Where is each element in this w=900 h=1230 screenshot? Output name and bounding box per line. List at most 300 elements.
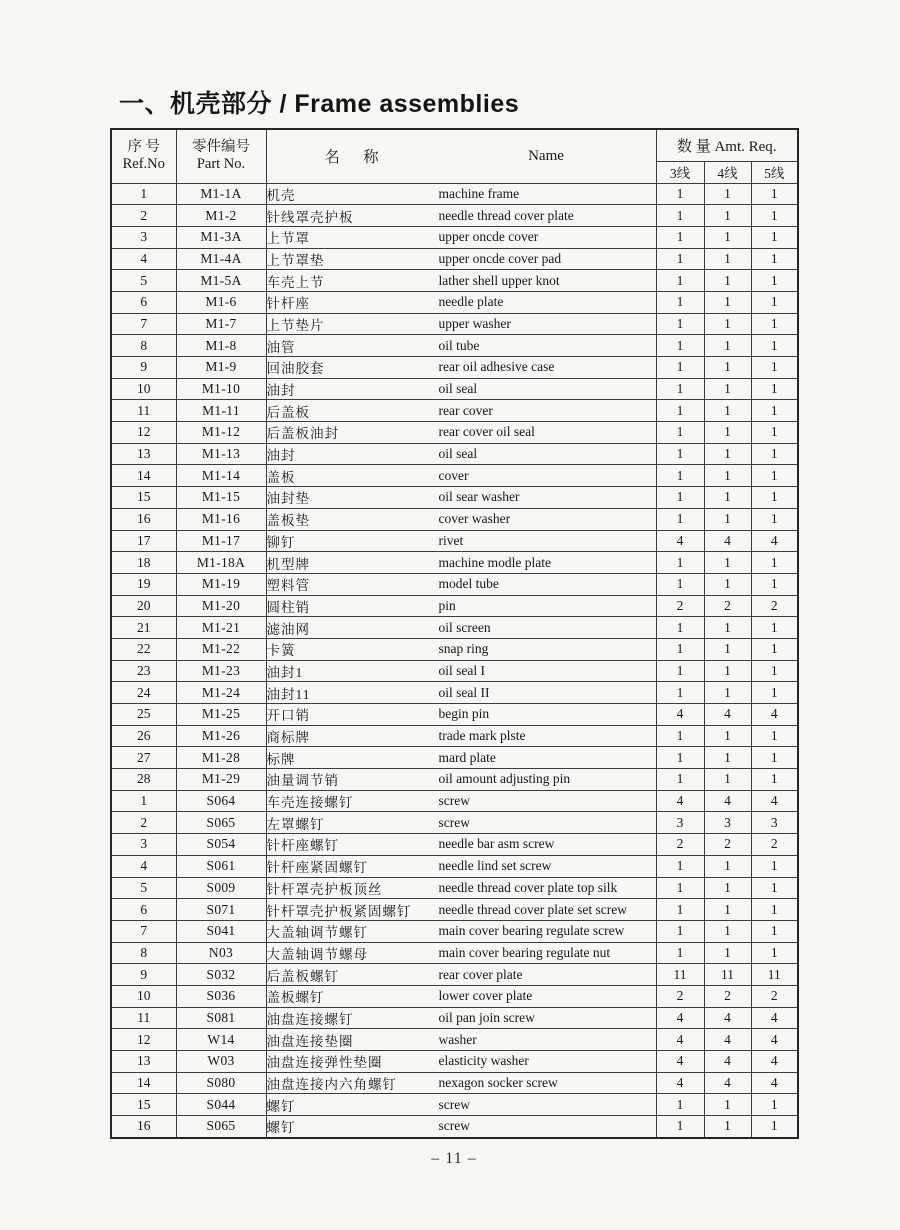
name-cell [266,508,656,530]
part-name-zh: 针杆座 [266,296,310,312]
qty-3line-cell: 1 [656,248,704,270]
table-row [111,530,798,552]
qty-3line-cell: 1 [656,660,704,682]
part-name-en: machine frame [438,185,520,201]
table-row [111,400,798,422]
qty-4line-cell: 2 [704,834,751,856]
part-name-zh: 车壳连接螺钉 [266,795,354,811]
part-no-cell: S044 [176,1094,266,1116]
qty-3line-cell: 1 [656,357,704,379]
qty-3line-cell: 4 [656,530,704,552]
qty-4line-cell: 4 [704,530,751,552]
ref-no-cell: 14 [111,465,176,487]
part-name-zh: 上节罩 [266,231,310,247]
part-name-en: main cover bearing regulate screw [438,923,625,939]
header-part-no-en: Part No. [196,156,246,173]
qty-3line-cell: 1 [656,920,704,942]
part-no-cell: W14 [176,1029,266,1051]
table-row [111,725,798,747]
qty-4line-cell: 2 [704,985,751,1007]
part-name-zh: 油盘连接内六角螺钉 [266,1077,397,1093]
part-name-en: oil seal [438,446,478,462]
ref-no-cell: 8 [111,942,176,964]
name-cell [266,226,656,248]
qty-4line-cell: 1 [704,573,751,595]
name-cell [266,812,656,834]
name-cell [266,1116,656,1138]
part-no-cell: S071 [176,899,266,921]
part-no-cell: S009 [176,877,266,899]
qty-5line-cell: 11 [751,964,798,986]
header-ref-no-en: Ref.No [122,156,165,173]
part-name-en: oil amount adjusting pin [438,771,571,787]
name-cell [266,1072,656,1094]
qty-3line-cell: 1 [656,638,704,660]
part-name-zh: 油封11 [266,686,311,702]
name-cell [266,834,656,856]
table-row [111,443,798,465]
table-row [111,335,798,357]
name-cell [266,205,656,227]
ref-no-cell: 17 [111,530,176,552]
qty-4line-cell: 1 [704,1116,751,1138]
part-name-zh: 左罩螺钉 [266,816,325,832]
qty-5line-cell: 4 [751,704,798,726]
table-row [111,1007,798,1029]
qty-4line-cell: 1 [704,205,751,227]
qty-4line-cell: 1 [704,357,751,379]
name-cell [266,1029,656,1051]
part-name-zh: 上节罩垫 [266,252,325,268]
part-name-zh: 针杆座紧固螺钉 [266,860,368,876]
header-5-thread: 5线 [751,161,798,183]
name-cell [266,617,656,639]
part-name-zh: 针杆罩壳护板紧固螺钉 [266,903,412,919]
ref-no-cell: 10 [111,985,176,1007]
part-name-zh: 油封 [266,383,296,399]
table-row [111,942,798,964]
name-cell [266,899,656,921]
ref-no-cell: 24 [111,682,176,704]
qty-3line-cell: 1 [656,205,704,227]
name-cell [266,1007,656,1029]
ref-no-cell: 4 [111,855,176,877]
part-name-en: snap ring [438,641,489,657]
part-name-en: needle lind set screw [438,858,552,874]
qty-3line-cell: 4 [656,1029,704,1051]
qty-4line-cell: 1 [704,855,751,877]
qty-4line-cell: 1 [704,769,751,791]
qty-3line-cell: 1 [656,443,704,465]
part-name-en: trade mark plste [438,728,526,744]
ref-no-cell: 6 [111,291,176,313]
qty-4line-cell: 1 [704,378,751,400]
qty-5line-cell: 1 [751,378,798,400]
qty-4line-cell: 1 [704,443,751,465]
qty-4line-cell: 4 [704,1029,751,1051]
name-cell [266,660,656,682]
qty-5line-cell: 1 [751,400,798,422]
name-cell [266,443,656,465]
part-name-en: oil sear washer [438,489,520,505]
name-cell [266,704,656,726]
qty-4line-cell: 1 [704,487,751,509]
part-name-en: needle thread cover plate set screw [438,901,628,917]
part-no-cell: M1-21 [176,617,266,639]
part-name-en: rear cover oil seal [438,424,535,440]
part-no-cell: M1-7 [176,313,266,335]
part-name-en: oil tube [438,337,480,353]
qty-5line-cell: 2 [751,985,798,1007]
part-name-zh: 盖板垫 [266,513,310,529]
part-name-zh: 圆柱销 [266,599,310,615]
part-name-en: washer [438,1031,477,1047]
part-name-en: machine modle plate [438,554,551,570]
ref-no-cell: 3 [111,834,176,856]
table-row [111,291,798,313]
name-cell [266,357,656,379]
qty-3line-cell: 1 [656,465,704,487]
name-cell [266,530,656,552]
qty-4line-cell: 4 [704,790,751,812]
part-no-cell: S054 [176,834,266,856]
part-name-zh: 塑料管 [266,578,310,594]
qty-5line-cell: 2 [751,595,798,617]
ref-no-cell: 9 [111,964,176,986]
page-number: – 11 – [431,1150,477,1167]
part-name-en: nexagon socker screw [438,1075,558,1091]
table-row [111,1051,798,1073]
ref-no-cell: 22 [111,638,176,660]
ref-no-cell: 10 [111,378,176,400]
name-cell [266,985,656,1007]
part-name-zh: 油盘连接弹性垫圈 [266,1055,383,1071]
ref-no-cell: 2 [111,205,176,227]
header-amount-required: 数 量 Amt. Req. [656,129,798,161]
qty-5line-cell: 1 [751,291,798,313]
part-no-cell: M1-2 [176,205,266,227]
qty-3line-cell: 1 [656,682,704,704]
part-name-en: screw [438,793,470,809]
part-no-cell: N03 [176,942,266,964]
ref-no-cell: 5 [111,270,176,292]
part-name-en: needle thread cover plate [438,207,574,223]
name-cell [266,1051,656,1073]
table-row [111,769,798,791]
part-name-en: cover [438,467,469,483]
qty-5line-cell: 1 [751,899,798,921]
ref-no-cell: 11 [111,1007,176,1029]
part-name-zh: 回油胶套 [266,361,325,377]
part-name-en: oil seal I [438,662,485,678]
qty-4line-cell: 1 [704,248,751,270]
page-title: 一、机壳部分 / Frame assemblies [119,90,520,118]
parts-table [110,128,799,1139]
qty-4line-cell: 1 [704,552,751,574]
ref-no-cell: 16 [111,508,176,530]
part-name-zh: 商标牌 [266,730,310,746]
part-no-cell: M1-22 [176,638,266,660]
part-name-zh: 针线罩壳护板 [266,209,354,225]
part-no-cell: M1-4A [176,248,266,270]
header-ref-no-zh: 序 号 [127,138,161,155]
table-row [111,834,798,856]
qty-4line-cell: 4 [704,1007,751,1029]
qty-5line-cell: 3 [751,812,798,834]
name-cell [266,769,656,791]
qty-4line-cell: 1 [704,1094,751,1116]
qty-3line-cell: 3 [656,812,704,834]
part-name-en: main cover bearing regulate nut [438,944,611,960]
qty-5line-cell: 1 [751,855,798,877]
part-no-cell: M1-14 [176,465,266,487]
part-name-zh: 卡簧 [266,643,296,659]
ref-no-cell: 9 [111,357,176,379]
part-name-en: lower cover plate [438,988,533,1004]
header-ref-no [111,129,176,183]
table-row [111,855,798,877]
qty-3line-cell: 1 [656,877,704,899]
ref-no-cell: 15 [111,1094,176,1116]
qty-5line-cell: 1 [751,205,798,227]
qty-3line-cell: 4 [656,1007,704,1029]
part-no-cell: M1-16 [176,508,266,530]
ref-no-cell: 20 [111,595,176,617]
part-no-cell: M1-3A [176,226,266,248]
qty-3line-cell: 1 [656,270,704,292]
qty-3line-cell: 1 [656,400,704,422]
qty-4line-cell: 1 [704,660,751,682]
part-name-zh: 铆钉 [266,534,296,550]
qty-3line-cell: 4 [656,1072,704,1094]
part-no-cell: M1-20 [176,595,266,617]
table-row [111,682,798,704]
qty-4line-cell: 1 [704,899,751,921]
name-cell [266,790,656,812]
part-name-zh: 油量调节销 [266,773,339,789]
qty-5line-cell: 1 [751,313,798,335]
qty-5line-cell: 4 [751,530,798,552]
table-row [111,465,798,487]
qty-5line-cell: 1 [751,465,798,487]
part-name-en: needle plate [438,294,504,310]
part-name-zh: 后盖板油封 [266,426,339,442]
qty-5line-cell: 4 [751,1072,798,1094]
qty-5line-cell: 1 [751,422,798,444]
ref-no-cell: 14 [111,1072,176,1094]
qty-3line-cell: 1 [656,769,704,791]
table-row [111,790,798,812]
ref-no-cell: 11 [111,400,176,422]
qty-3line-cell: 1 [656,1116,704,1138]
header-3-thread: 3线 [656,161,704,183]
part-name-zh: 开口销 [266,708,310,724]
qty-5line-cell: 1 [751,747,798,769]
ref-no-cell: 2 [111,812,176,834]
table-row [111,964,798,986]
table-row [111,660,798,682]
name-cell [266,335,656,357]
qty-5line-cell: 4 [751,1029,798,1051]
qty-5line-cell: 1 [751,487,798,509]
part-no-cell: M1-17 [176,530,266,552]
part-no-cell: M1-8 [176,335,266,357]
part-name-zh: 油盘连接螺钉 [266,1011,354,1027]
part-name-en: upper oncde cover pad [438,250,562,266]
qty-5line-cell: 1 [751,270,798,292]
qty-5line-cell: 1 [751,335,798,357]
ref-no-cell: 12 [111,422,176,444]
part-no-cell: M1-19 [176,573,266,595]
header-part-no-zh: 零件编号 [192,138,250,155]
table-row [111,552,798,574]
table-row [111,270,798,292]
table-row [111,899,798,921]
qty-5line-cell: 1 [751,357,798,379]
qty-3line-cell: 1 [656,183,704,205]
ref-no-cell: 13 [111,443,176,465]
ref-no-cell: 16 [111,1116,176,1138]
table-row [111,704,798,726]
qty-4line-cell: 4 [704,704,751,726]
qty-4line-cell: 1 [704,183,751,205]
name-cell [266,855,656,877]
part-name-zh: 盖板螺钉 [266,990,325,1006]
part-name-zh: 针杆罩壳护板顶丝 [266,881,383,897]
name-cell [266,487,656,509]
part-name-zh: 机壳 [266,187,296,203]
table-row [111,422,798,444]
qty-5line-cell: 4 [751,790,798,812]
part-name-zh: 螺钉 [266,1120,296,1136]
part-name-zh: 滤油网 [266,621,310,637]
qty-3line-cell: 1 [656,226,704,248]
ref-no-cell: 1 [111,790,176,812]
table-row [111,1029,798,1051]
part-name-en: oil seal II [438,684,490,700]
part-name-en: pin [438,597,456,613]
part-no-cell: M1-12 [176,422,266,444]
part-no-cell: S065 [176,812,266,834]
name-cell [266,313,656,335]
ref-no-cell: 5 [111,877,176,899]
part-no-cell: S041 [176,920,266,942]
qty-3line-cell: 11 [656,964,704,986]
table-row [111,617,798,639]
table-row [111,920,798,942]
part-name-zh: 盖板 [266,469,296,485]
part-no-cell: S080 [176,1072,266,1094]
name-cell [266,183,656,205]
part-name-zh: 油封 [266,448,296,464]
qty-5line-cell: 1 [751,183,798,205]
qty-4line-cell: 1 [704,465,751,487]
table-row [111,573,798,595]
qty-5line-cell: 1 [751,725,798,747]
ref-no-cell: 27 [111,747,176,769]
part-name-en: oil screen [438,619,491,635]
qty-5line-cell: 1 [751,638,798,660]
table-row [111,487,798,509]
ref-no-cell: 7 [111,313,176,335]
ref-no-cell: 28 [111,769,176,791]
qty-5line-cell: 1 [751,1116,798,1138]
ref-no-cell: 7 [111,920,176,942]
part-no-cell: M1-15 [176,487,266,509]
name-cell [266,573,656,595]
qty-4line-cell: 1 [704,725,751,747]
name-cell [266,964,656,986]
qty-3line-cell: 1 [656,313,704,335]
qty-5line-cell: 2 [751,834,798,856]
part-name-zh: 后盖板螺钉 [266,968,339,984]
ref-no-cell: 18 [111,552,176,574]
qty-3line-cell: 4 [656,1051,704,1073]
part-name-en: rear oil adhesive case [438,359,555,375]
qty-4line-cell: 11 [704,964,751,986]
part-name-en: screw [438,1118,470,1134]
ref-no-cell: 8 [111,335,176,357]
qty-3line-cell: 1 [656,725,704,747]
qty-4line-cell: 4 [704,1051,751,1073]
table-row [111,1094,798,1116]
qty-3line-cell: 1 [656,378,704,400]
ref-no-cell: 3 [111,226,176,248]
part-name-zh: 油封垫 [266,491,310,507]
qty-3line-cell: 4 [656,790,704,812]
table-row [111,638,798,660]
part-no-cell: M1-5A [176,270,266,292]
part-no-cell: M1-29 [176,769,266,791]
qty-3line-cell: 1 [656,552,704,574]
name-cell [266,1094,656,1116]
part-name-zh: 大盖轴调节螺钉 [266,925,368,941]
header-name [266,129,656,183]
qty-4line-cell: 1 [704,747,751,769]
qty-3line-cell: 1 [656,335,704,357]
part-no-cell: M1-23 [176,660,266,682]
qty-5line-cell: 1 [751,942,798,964]
name-cell [266,747,656,769]
part-no-cell: M1-10 [176,378,266,400]
part-name-en: mard plate [438,749,496,765]
name-cell [266,248,656,270]
qty-4line-cell: 1 [704,335,751,357]
table-row [111,508,798,530]
ref-no-cell: 26 [111,725,176,747]
part-name-zh: 后盖板 [266,404,310,420]
name-cell [266,400,656,422]
qty-3line-cell: 1 [656,1094,704,1116]
qty-5line-cell: 1 [751,1094,798,1116]
qty-4line-cell: 1 [704,638,751,660]
name-cell [266,422,656,444]
part-no-cell: S032 [176,964,266,986]
qty-5line-cell: 1 [751,877,798,899]
name-cell [266,682,656,704]
part-no-cell: S036 [176,985,266,1007]
part-name-en: rivet [438,532,464,548]
qty-5line-cell: 1 [751,682,798,704]
qty-4line-cell: 1 [704,682,751,704]
part-name-zh: 大盖轴调节螺母 [266,946,368,962]
table-row [111,985,798,1007]
table-row [111,812,798,834]
part-name-zh: 油管 [266,339,296,355]
part-name-en: elasticity washer [438,1053,529,1069]
table-row [111,378,798,400]
table-row [111,226,798,248]
